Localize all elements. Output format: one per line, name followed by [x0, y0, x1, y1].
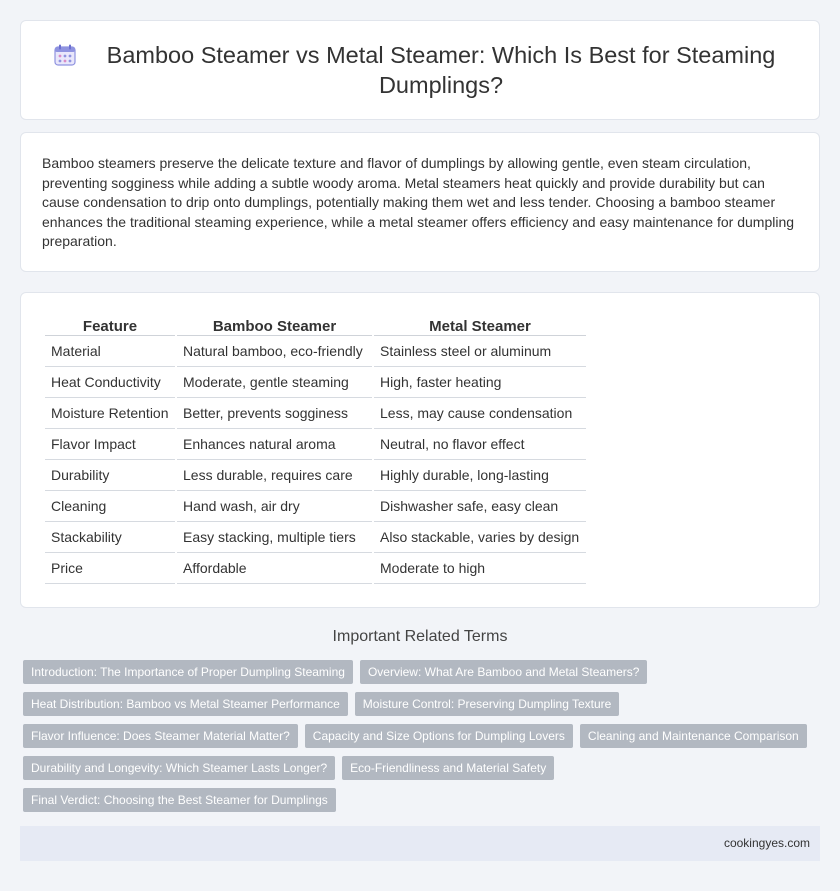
cell-feature: Stackability [45, 522, 175, 553]
cell-metal: Highly durable, long-lasting [374, 460, 586, 491]
header-metal: Metal Steamer [374, 314, 586, 336]
cell-feature: Moisture Retention [45, 398, 175, 429]
cell-metal: Moderate to high [374, 553, 586, 584]
related-terms-heading: Important Related Terms [332, 628, 508, 645]
table-row [45, 553, 586, 584]
table-row [45, 522, 586, 553]
title-card [20, 20, 820, 120]
cell-feature: Flavor Impact [45, 429, 175, 460]
footer [20, 826, 820, 861]
related-term-tag[interactable]: Introduction: The Importance of Proper Dumpling Steaming [23, 660, 353, 684]
table-row [45, 398, 586, 429]
comparison-table [43, 314, 588, 584]
table-row [45, 367, 586, 398]
cell-metal: Stainless steel or aluminum [374, 336, 586, 367]
page-title: Bamboo Steamer vs Metal Steamer: Which Is Best for Steaming Dumplings? [106, 42, 776, 98]
table-row [45, 491, 586, 522]
cell-feature: Material [45, 336, 175, 367]
calendar-icon [54, 44, 76, 66]
cell-bamboo: Easy stacking, multiple tiers [177, 522, 372, 553]
cell-bamboo: Less durable, requires care [177, 460, 372, 491]
related-term-tag[interactable]: Cleaning and Maintenance Comparison [580, 724, 807, 748]
cell-bamboo: Natural bamboo, eco-friendly [177, 336, 372, 367]
related-term-tag[interactable]: Moisture Control: Preserving Dumpling Texture [355, 692, 620, 716]
cell-metal: Neutral, no flavor effect [374, 429, 586, 460]
table-row [45, 460, 586, 491]
cell-metal: Dishwasher safe, easy clean [374, 491, 586, 522]
table-row [45, 336, 586, 367]
related-terms-list [23, 660, 823, 820]
header-bamboo: Bamboo Steamer [177, 314, 372, 336]
cell-metal: Less, may cause condensation [374, 398, 586, 429]
related-term-tag[interactable]: Flavor Influence: Does Steamer Material Matter? [23, 724, 298, 748]
cell-bamboo: Better, prevents sogginess [177, 398, 372, 429]
related-term-tag[interactable]: Durability and Longevity: Which Steamer Lasts Longer? [23, 756, 335, 780]
table-header-row [45, 314, 586, 336]
cell-bamboo: Moderate, gentle steaming [177, 367, 372, 398]
cell-feature: Heat Conductivity [45, 367, 175, 398]
related-term-tag[interactable]: Heat Distribution: Bamboo vs Metal Steamer Performance [23, 692, 348, 716]
header-feature: Feature [45, 314, 175, 336]
table-row [45, 429, 586, 460]
cell-metal: High, faster heating [374, 367, 586, 398]
footer-site-link[interactable]: cookingyes.com [723, 836, 810, 850]
related-term-tag[interactable]: Eco-Friendliness and Material Safety [342, 756, 554, 780]
cell-metal: Also stackable, varies by design [374, 522, 586, 553]
related-term-tag[interactable]: Capacity and Size Options for Dumpling Lovers [305, 724, 573, 748]
cell-bamboo: Affordable [177, 553, 372, 584]
cell-bamboo: Hand wash, air dry [177, 491, 372, 522]
intro-card [20, 132, 820, 272]
related-term-tag[interactable]: Overview: What Are Bamboo and Metal Steamers? [360, 660, 647, 684]
intro-text: Bamboo steamers preserve the delicate texture and flavor of dumplings by allowing gentle, even steam circulation, preventing sogginess while adding a subtle woody aroma. Metal steamers heat quickly and provide durability but can cause condensation to drip onto dumplings, potentially making them wet and less tender. Choosing a bamboo steamer enhances the traditional steaming experience, while a metal steamer offers efficiency and easy maintenance for dumpling preparation. [42, 155, 795, 249]
cell-feature: Price [45, 553, 175, 584]
related-term-tag[interactable]: Final Verdict: Choosing the Best Steamer for Dumplings [23, 788, 336, 812]
cell-feature: Cleaning [45, 491, 175, 522]
comparison-card [20, 292, 820, 608]
cell-bamboo: Enhances natural aroma [177, 429, 372, 460]
cell-feature: Durability [45, 460, 175, 491]
